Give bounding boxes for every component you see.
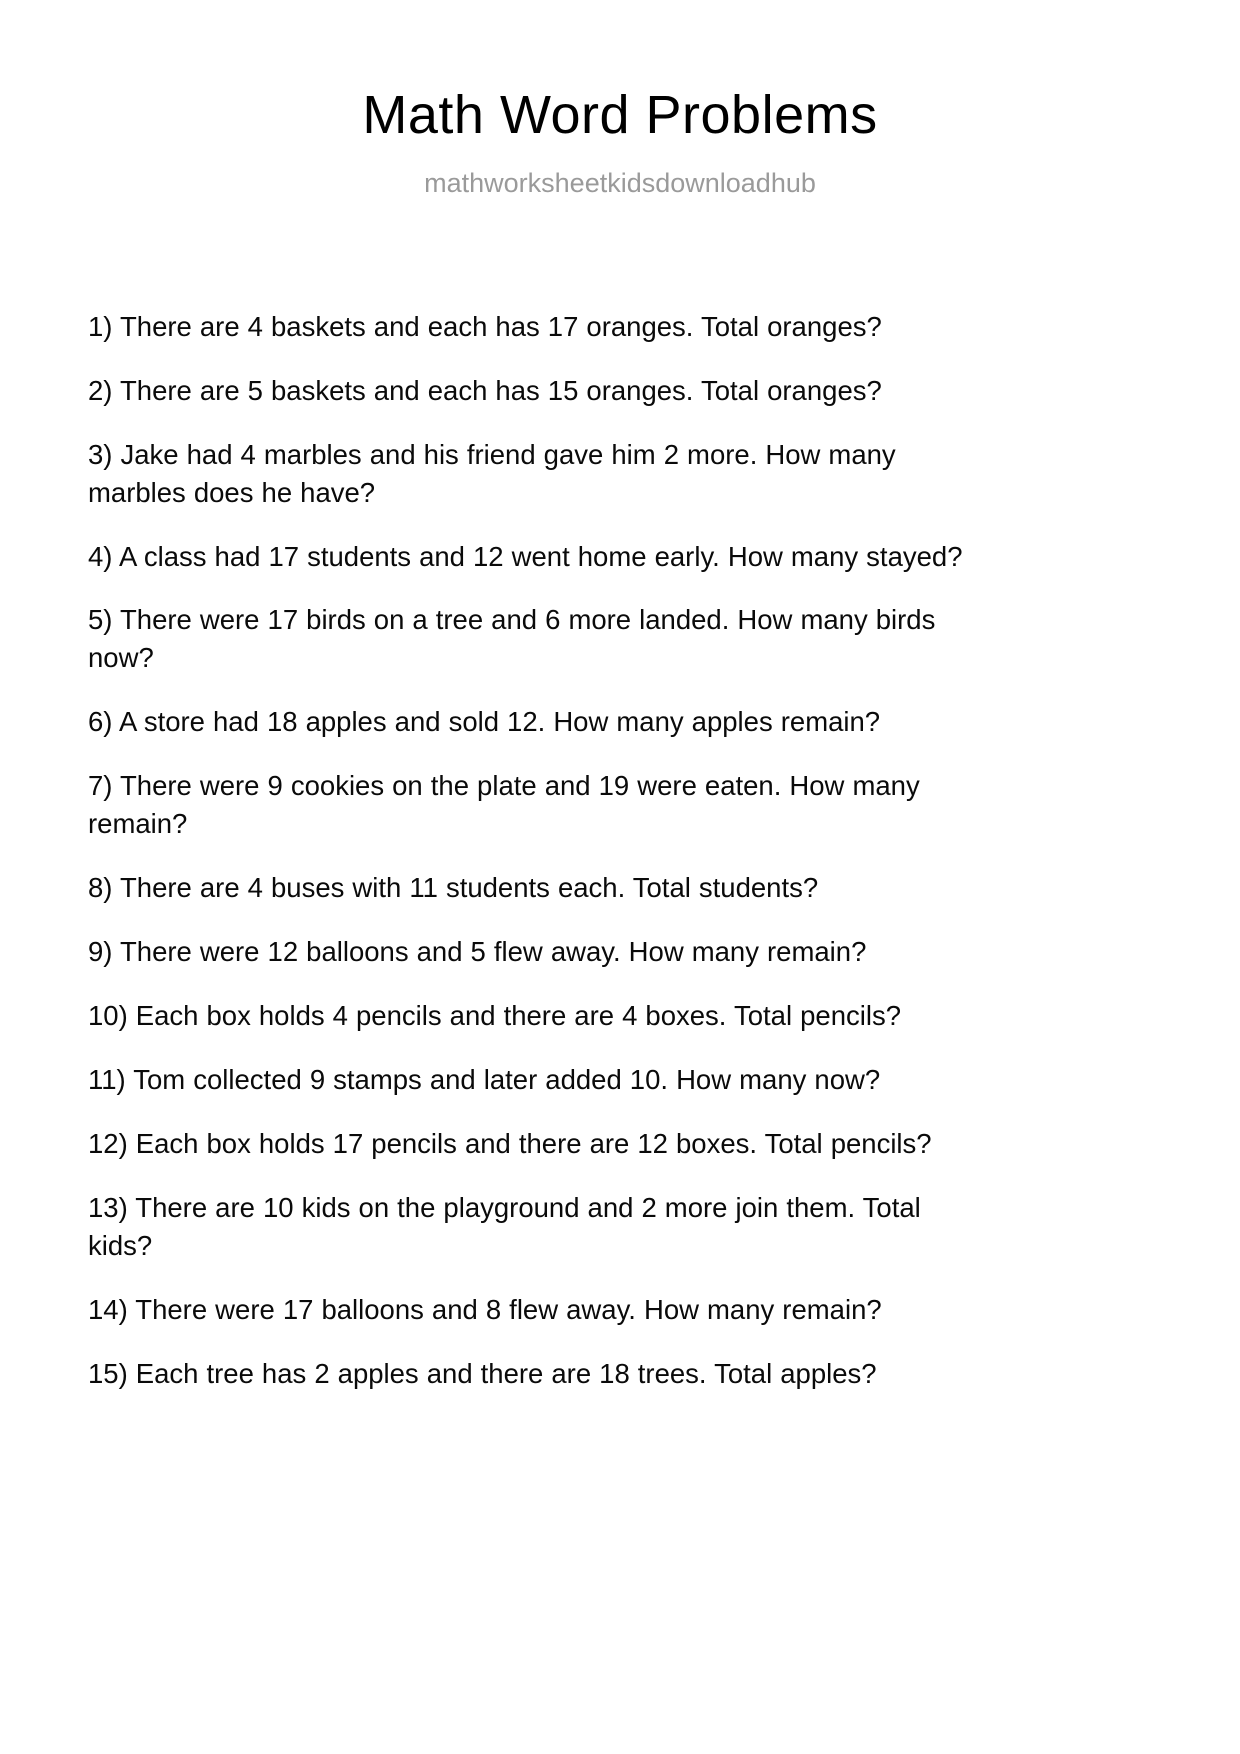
list-item: 11) Tom collected 9 stamps and later added 10. How many now? [88, 1063, 881, 1095]
list-item: 8) There are 4 buses with 11 students each. Total students? [88, 872, 819, 904]
list-item: 13) There are 10 kids on the playground and 2 more join them. Total kids? [88, 1191, 921, 1261]
list-item: 7) There were 9 cookies on the plate and 19 were eaten. How many remain? [88, 770, 920, 840]
problem-list [0, 200, 1240, 1393]
list-item: 12) Each box holds 17 pencils and there are 12 boxes. Total pencils? [88, 1127, 932, 1159]
list-item: 10) Each box holds 4 pencils and there are 4 boxes. Total pencils? [88, 1000, 902, 1032]
list-item: 1) There are 4 baskets and each has 17 oranges. Total oranges? [88, 310, 882, 342]
page-title: Math Word Problems [362, 85, 878, 145]
list-item: 4) A class had 17 students and 12 went home early. How many stayed? [88, 540, 963, 572]
list-item: 6) A store had 18 apples and sold 12. How many apples remain? [88, 706, 881, 738]
page-subtitle: mathworksheetkidsdownloadhub [424, 168, 816, 199]
list-item: 15) Each tree has 2 apples and there are 18 trees. Total apples? [88, 1357, 877, 1389]
list-item: 5) There were 17 birds on a tree and 6 more landed. How many birds now? [88, 604, 936, 674]
list-item: 14) There were 17 balloons and 8 flew away. How many remain? [88, 1293, 882, 1325]
list-item: 3) Jake had 4 marbles and his friend gave him 2 more. How many marbles does he have? [88, 438, 896, 508]
list-item: 9) There were 12 balloons and 5 flew away. How many remain? [88, 936, 867, 968]
list-item: 2) There are 5 baskets and each has 15 oranges. Total oranges? [88, 374, 882, 406]
